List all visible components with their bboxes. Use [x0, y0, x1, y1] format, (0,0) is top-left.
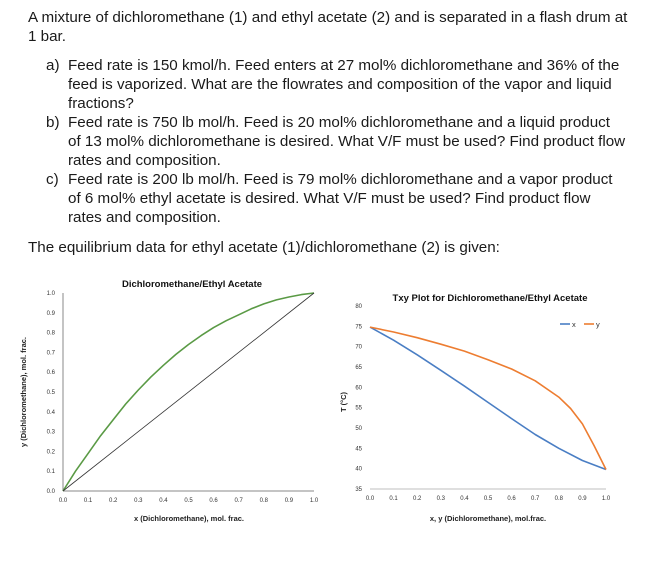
- chart-1-x-tick-label: 0.4: [460, 496, 469, 502]
- chart-0-y-tick-label: 0.2: [46, 449, 55, 456]
- chart-0-y-tick-label: 1.0: [46, 291, 55, 297]
- chart-0-x-tick-label: 0.8: [259, 498, 268, 504]
- chart-1-x-tick-label: 1.0: [601, 496, 611, 502]
- part-a-label: a): [46, 57, 60, 74]
- part-c-label: c): [46, 171, 59, 188]
- chart-1-y-tick-label: 35: [355, 487, 362, 493]
- chart-0-x-tick-label: 0.6: [209, 498, 218, 504]
- chart-1-series-y-line: [370, 327, 606, 469]
- chart-1-x-tick-label: 0.9: [578, 496, 587, 502]
- chart-0-y-tick-label: 0.6: [46, 370, 55, 377]
- chart-1-x-tick-label: 0.2: [413, 496, 422, 502]
- chart-0-y-tick-label: 0.9: [46, 310, 55, 317]
- chart-0-y-axis-label: y (Dichloromethane), mol. frac.: [19, 336, 28, 448]
- chart-1-x-tick-label: 0.3: [436, 496, 445, 502]
- chart-0-series-1-line: [63, 293, 314, 491]
- chart-1-x-tick-label: 0.0: [365, 496, 375, 502]
- chart-1-y-tick-label: 80: [355, 304, 362, 310]
- chart-0-x-tick-label: 0.5: [184, 498, 193, 504]
- chart-0-y-tick-label: 0.8: [46, 330, 55, 337]
- chart-1-y-tick-label: 40: [355, 466, 362, 473]
- chart-1-x-tick-label: 0.7: [531, 496, 540, 502]
- chart-1-y-tick-label: 70: [355, 344, 362, 351]
- chart-0-y-tick-label: 0.3: [46, 429, 55, 436]
- chart-0-y-tick-label: 0.7: [46, 350, 55, 357]
- chart-1-y-tick-label: 55: [355, 405, 362, 412]
- part-c-text: Feed rate is 200 lb mol/h. Feed is 79 mol% dichloromethane and a vapor product of 6 mol% ethyl acetate is desired. What V/F must be used? Find product flow rates and composition.: [68, 171, 613, 226]
- chart-1-x-tick-label: 0.1: [389, 496, 398, 502]
- chart-1-x-tick-label: 0.8: [554, 496, 563, 502]
- chart-1-y-tick-label: 60: [355, 385, 362, 392]
- chart-1-legend-label-y: y: [596, 320, 600, 329]
- chart-0-x-tick-label: 0.7: [234, 498, 243, 504]
- chart-1-x-axis-label: x, y (Dichloromethane), mol.frac.: [429, 514, 547, 523]
- chart-1-x-tick-label: 0.5: [483, 496, 493, 502]
- chart-1-y-tick-label: 75: [355, 324, 362, 331]
- chart-0-x-tick-label: 0.9: [284, 498, 294, 504]
- chart-0-x-tick-label: 0.1: [83, 498, 93, 504]
- problem-intro: A mixture of dichloromethane (1) and ethyl acetate (2) and is separated in a flash drum at 1 bar.: [28, 9, 628, 45]
- chart-1-x-tick-label: 0.6: [507, 496, 516, 502]
- chart-0-y-tick-label: 0.4: [46, 409, 55, 416]
- chart-1-legend-label-x: x: [572, 320, 576, 329]
- chart-1-title: Txy Plot for Dichloromethane/Ethyl Acetate: [392, 293, 588, 304]
- part-b-text: Feed rate is 750 lb mol/h. Feed is 20 mol% dichloromethane and a liquid product of 13 mol% dichloromethane is desired. What V/F must be used? Find product flow rates and composition.: [68, 114, 626, 169]
- chart-1-y-tick-label: 45: [355, 446, 362, 453]
- chart-0-x-tick-label: 0.4: [159, 498, 168, 504]
- chart-0-x-tick-label: 1.0: [309, 498, 319, 504]
- part-b-label: b): [46, 114, 60, 131]
- chart-0-x-tick-label: 0.3: [134, 498, 143, 504]
- chart-0-title: Dichloromethane/Ethyl Acetate: [121, 279, 263, 290]
- chart-0-y-tick-label: 0.0: [46, 489, 55, 495]
- chart-0-y-tick-label: 0.5: [46, 390, 55, 396]
- chart-0-x-axis-label: x (Dichloromethane), mol. frac.: [133, 514, 245, 523]
- chart-0-x-tick-label: 0.0: [58, 498, 68, 504]
- part-a-text: Feed rate is 150 kmol/h. Feed enters at 27 mol% dichloromethane and 36% of the feed is vaporized. What are the flowrates and composition of the vapor and liquid fractions?: [68, 57, 620, 112]
- chart-1-y-axis-label: T (°C): [339, 391, 348, 413]
- equilibrium-text: The equilibrium data for ethyl acetate (1)/dichloromethane (2) is given:: [28, 239, 500, 256]
- chart-1-series-x-line: [370, 327, 606, 469]
- chart-1-y-tick-label: 50: [355, 426, 362, 432]
- chart-1-y-tick-label: 65: [355, 365, 362, 371]
- chart-0-x-tick-label: 0.2: [109, 498, 118, 504]
- chart-0-y-tick-label: 0.1: [46, 469, 55, 476]
